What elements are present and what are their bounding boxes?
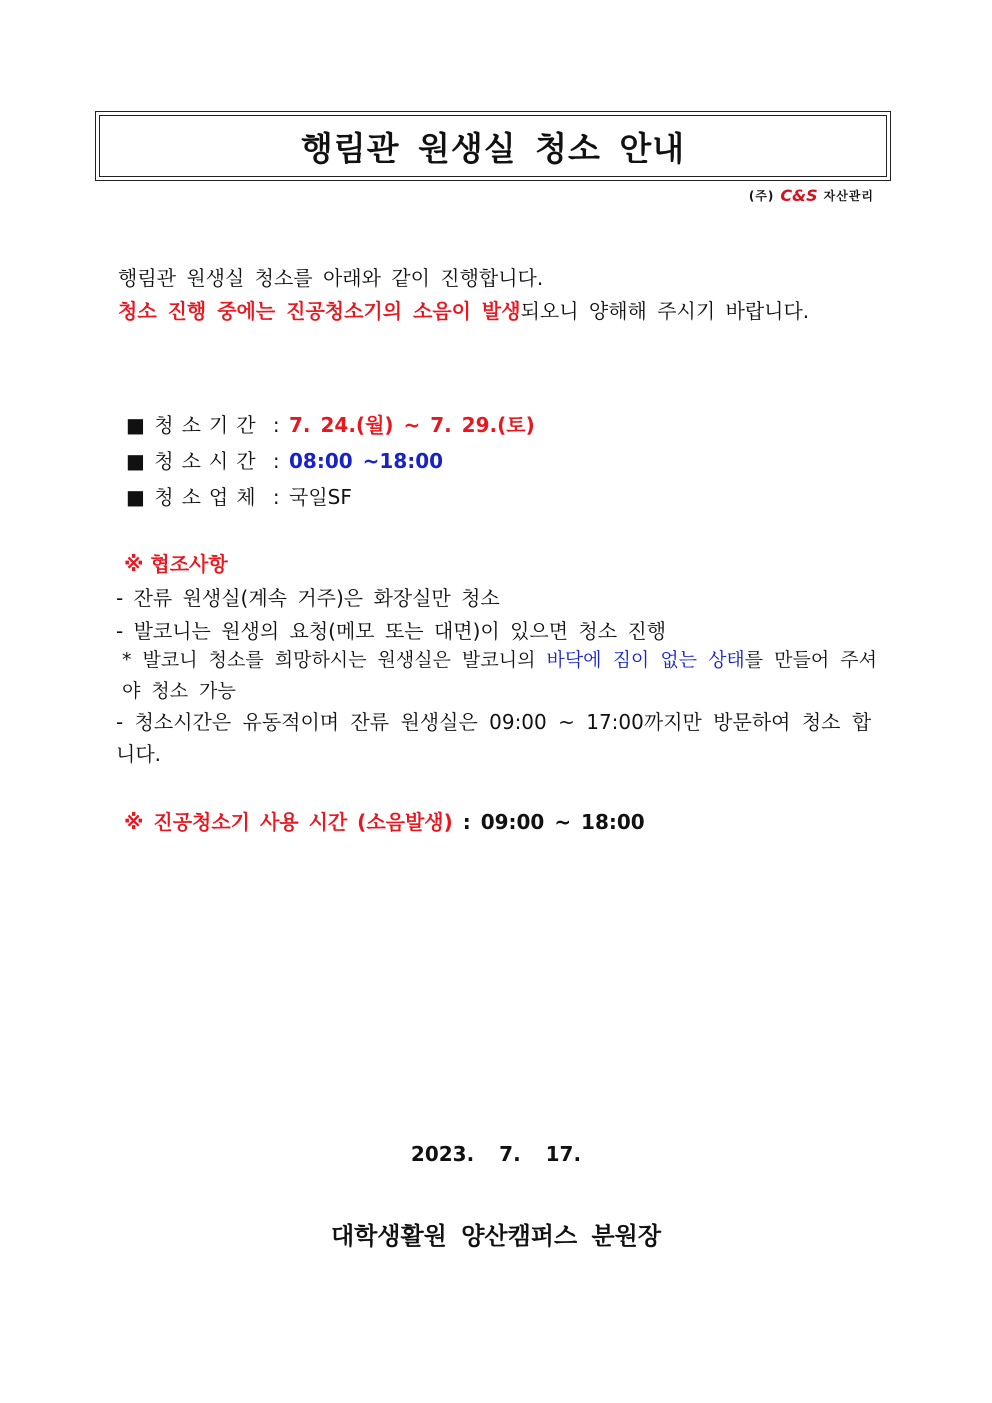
info-label-company: 청소업체 <box>154 485 264 509</box>
vacuum-time-line <box>124 806 645 835</box>
title-box <box>95 111 891 181</box>
vacuum-label: ※ 진공청소기 사용 시간 (소음발생) <box>124 810 453 834</box>
company-name: 자산관리 <box>823 189 874 203</box>
signature: 대학생활원 양산캠퍼스 분원장 <box>330 1222 662 1250</box>
info-row-period <box>126 409 535 438</box>
cooperation-item-2: - 발코니는 원생의 요청(메모 또는 대면)이 있으면 청소 진행 <box>116 619 667 643</box>
intro-line-2 <box>118 295 809 328</box>
cs-logo-mark: C&S <box>780 186 818 205</box>
vacuum-separator: : <box>452 810 481 834</box>
cooperation-note <box>122 645 884 707</box>
info-label-period: 청소기간 <box>154 413 264 437</box>
info-row-time <box>126 445 443 474</box>
info-value-time: 08:00 ~18:00 <box>289 449 444 473</box>
info-value-company: 국일SF <box>289 485 352 509</box>
info-row-company <box>126 481 352 510</box>
title-frame <box>99 115 887 177</box>
note-highlight: 바닥에 짐이 없는 상태 <box>546 649 745 671</box>
company-logo <box>749 186 874 205</box>
intro-noise-warning: 청소 진행 중에는 진공청소기의 소음이 발생 <box>118 299 521 323</box>
info-label-time: 청소시간 <box>154 449 264 473</box>
note-suffix: 를 만들어 주셔야 청소 가능 <box>122 649 877 702</box>
info-separator: : <box>272 449 280 473</box>
info-value-period: 7. 24.(월) ~ 7. 29.(토) <box>289 413 535 437</box>
company-prefix: (주) <box>748 189 775 203</box>
intro-line-2-rest: 되오니 양해해 주시기 바랍니다. <box>520 299 810 323</box>
info-separator: : <box>272 413 280 437</box>
intro-line-1: 행림관 원생실 청소를 아래와 같이 진행합니다. <box>118 266 544 290</box>
vacuum-value: 09:00 ~ 18:00 <box>480 810 645 834</box>
note-prefix: * 발코니 청소를 희망하시는 원생실은 발코니의 <box>122 649 547 671</box>
document-date: 2023. 7. 17. <box>410 1142 582 1166</box>
square-bullet-icon: ■ <box>126 449 145 473</box>
intro-paragraph <box>118 262 809 328</box>
cooperation-item-1: - 잔류 원생실(계속 거주)은 화장실만 청소 <box>116 586 500 610</box>
square-bullet-icon: ■ <box>126 485 145 509</box>
info-separator: : <box>272 485 280 509</box>
square-bullet-icon: ■ <box>126 413 145 437</box>
document-title: 행림관 원생실 청소 안내 <box>300 128 686 168</box>
cooperation-item-3: - 청소시간은 유동적이며 잔류 원생실은 09:00 ~ 17:00까지만 방문하여 청소 합니다. <box>116 710 872 766</box>
cooperation-heading: ※ 협조사항 <box>124 552 228 576</box>
